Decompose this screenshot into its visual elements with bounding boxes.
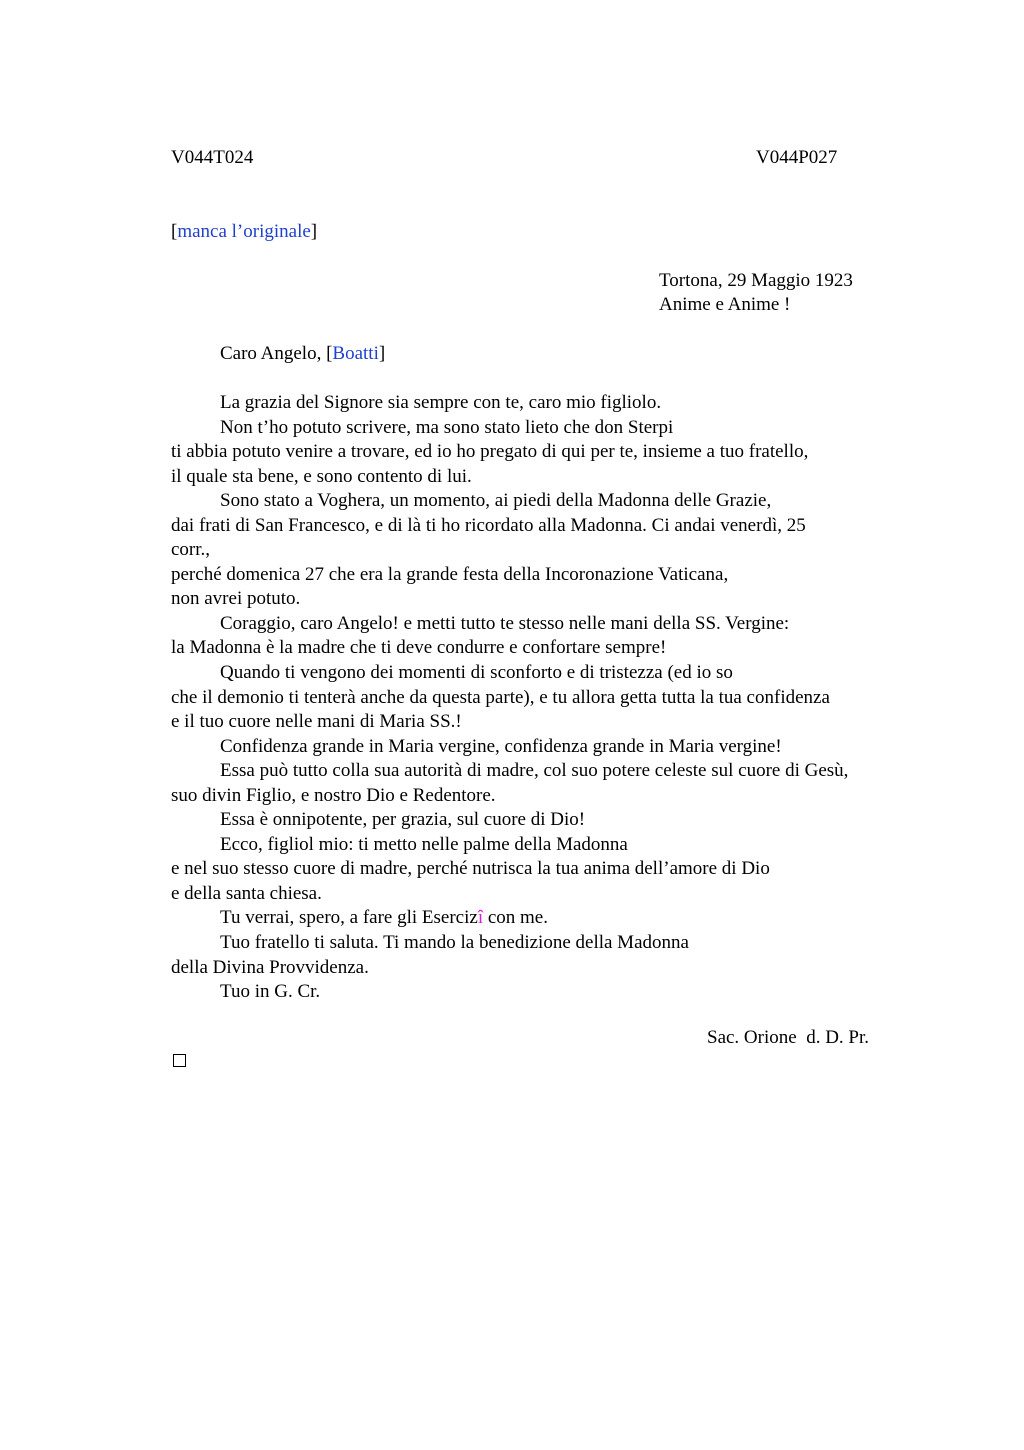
body-line: la Madonna è la madre che ti deve condurre e confortare sempre! <box>171 637 667 659</box>
closing-line: della Divina Provvidenza. <box>171 956 369 978</box>
body-line: Non t’ho potuto scrivere, ma sono stato lieto che don Sterpi <box>220 416 674 438</box>
place-date: Tortona, 29 Maggio 1923 <box>659 270 853 291</box>
body-line: ti abbia potuto venire a trovare, ed io ho pregato di qui per te, insieme a tuo fratello, <box>171 441 809 463</box>
body-line: e il tuo cuore nelle mani di Maria SS.! <box>171 711 462 733</box>
closing-line: Tuo in G. Cr. <box>220 981 321 1003</box>
salutation <box>220 342 385 366</box>
note-open-bracket: [ <box>171 221 178 242</box>
body-line: dai frati di San Francesco, e di là ti ho ricordato alla Madonna. Ci andai venerdì, 25 <box>171 514 806 536</box>
editorial-note <box>171 220 317 244</box>
body-line: Quando ti vengono dei momenti di sconforto e di tristezza (ed io so <box>220 662 733 684</box>
body-line: suo divin Figlio, e nostro Dio e Redentore. <box>171 784 496 806</box>
end-square-icon <box>173 1054 186 1067</box>
exercises-marked-letter: î <box>477 907 484 929</box>
letter-body <box>171 391 931 1005</box>
body-line: Coraggio, caro Angelo! e metti tutto te stesso nelle mani della SS. Vergine: <box>220 612 790 634</box>
closing-line: Tuo fratello ti saluta. Ti mando la benedizione della Madonna <box>220 932 689 954</box>
body-line: non avrei potuto. <box>171 588 301 610</box>
body-line: corr., <box>171 539 211 561</box>
salutation-close-bracket: ] <box>378 343 386 364</box>
body-line: Sono stato a Voghera, un momento, ai piedi della Madonna delle Grazie, <box>220 490 772 512</box>
body-line: il quale sta bene, e sono contento di lui. <box>171 465 472 487</box>
body-line: Ecco, figliol mio: ti metto nelle palme della Madonna <box>220 833 628 855</box>
signature: Sac. Orione d. D. Pr. <box>707 1027 870 1048</box>
exercises-text-after: con me. <box>483 907 548 929</box>
note-close-bracket: ] <box>310 221 318 242</box>
note-text: manca l’originale <box>177 221 311 242</box>
body-line: che il demonio ti tenterà anche da questa parte), e tu allora getta tutta la tua confidenza <box>171 686 830 708</box>
salutation-text: Caro Angelo, [ <box>220 343 333 364</box>
body-line: Essa è onnipotente, per grazia, sul cuore di Dio! <box>220 809 586 831</box>
body-line: Essa può tutto colla sua autorità di madre, col suo potere celeste sul cuore di Gesù, <box>220 760 849 782</box>
exercises-text-before: Tu verrai, spero, a fare gli Eserciz <box>220 907 478 929</box>
body-line: La grazia del Signore sia sempre con te, caro mio figliolo. <box>220 392 662 413</box>
document-code-right: V044P027 <box>756 147 838 168</box>
exercises-line <box>171 906 931 931</box>
motto: Anime e Anime ! <box>659 294 791 315</box>
body-line: perché domenica 27 che era la grande festa della Incoronazione Vaticana, <box>171 563 729 585</box>
body-line: e della santa chiesa. <box>171 882 322 904</box>
body-line: Confidenza grande in Maria vergine, confidenza grande in Maria vergine! <box>220 735 782 757</box>
document-code-left: V044T024 <box>171 147 254 168</box>
recipient-surname: Boatti <box>332 343 379 364</box>
body-line: e nel suo stesso cuore di madre, perché nutrisca la tua anima dell’amore di Dio <box>171 858 770 880</box>
